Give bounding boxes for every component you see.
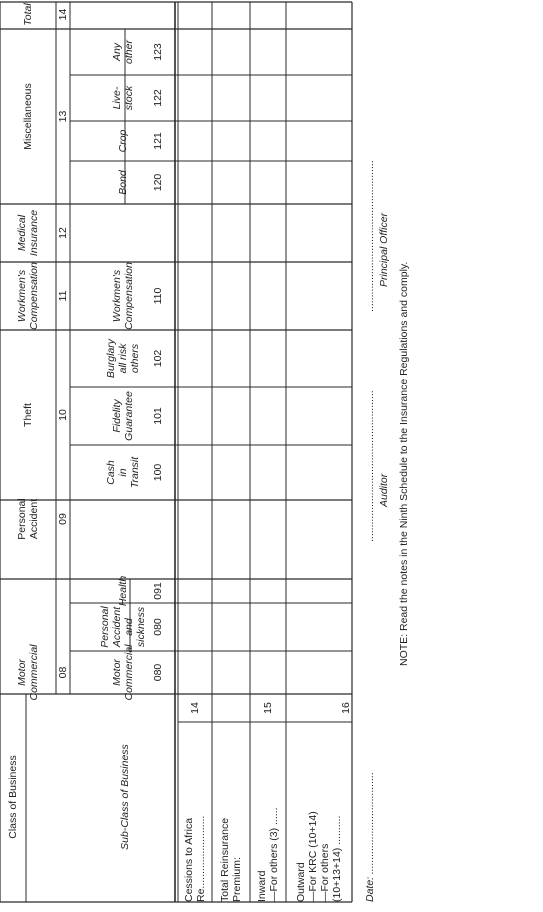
date-field: Date: ................................... xyxy=(364,771,376,902)
group-miscellaneous: Miscellaneous xyxy=(22,83,34,150)
group-medical-insurance: Medical Insurance xyxy=(16,209,40,257)
group-personal-accident: Personal Accident xyxy=(16,498,40,540)
group-workmens-compensation: Workmen's Compensation xyxy=(16,262,40,330)
subclass-code-110: 110 xyxy=(151,287,164,305)
code-13: 13 xyxy=(57,110,69,123)
subclass-burglary: Burglary all risk others xyxy=(104,338,141,379)
code-12: 12 xyxy=(57,227,69,239)
subclass-health: Health xyxy=(116,575,129,607)
subclass-code-080b: 080 xyxy=(151,618,164,636)
row-num-15: 15 xyxy=(262,702,274,714)
code-09: 09 xyxy=(57,513,69,525)
group-theft: Theft xyxy=(22,403,34,427)
principal-officer-label: Principal Officer xyxy=(378,212,390,287)
subclass-personal-accident-sickness: Personal Accident and sickness xyxy=(98,606,147,648)
subclass-crop: Crop xyxy=(116,129,129,153)
row-num-16: 16 xyxy=(340,702,352,714)
subclass-workmens-compensation: Workmen's Compensation xyxy=(110,262,135,330)
sub-class-of-business-header: Sub-Class of Business xyxy=(119,744,131,850)
group-motor-commercial: Motor Commercial xyxy=(16,644,40,701)
code-08: 08 xyxy=(57,666,69,679)
subclass-code-091: 091 xyxy=(151,582,164,600)
subclass-bond: Bond xyxy=(116,170,129,195)
row-label-cessions-africa-re: Cessions to Africa Re......................... xyxy=(183,815,207,902)
subclass-code-121: 121 xyxy=(151,132,164,150)
row-label-total-reinsurance: Total Reinsurance Premium: xyxy=(219,817,243,902)
note-text: NOTE: Read the notes in the Ninth Schedule to the Insurance Regulations and comply. xyxy=(398,261,410,666)
subclass-livestock: Live- stock xyxy=(110,85,135,111)
subclass-code-123: 123 xyxy=(151,43,164,61)
group-total: Total xyxy=(22,3,34,26)
row-label-inward: Inward —For others (3) ...... xyxy=(256,807,280,902)
subclass-code-102: 102 xyxy=(151,349,164,368)
subclass-code-122: 122 xyxy=(151,89,164,107)
class-of-business-header: Class of Business xyxy=(7,755,19,839)
subclass-fidelity-guarantee: Fidelity Guarantee xyxy=(110,391,135,441)
subclass-code-080a: 080 xyxy=(151,663,164,682)
auditor-signature-line: .................................................... xyxy=(364,390,376,542)
subclass-cash-in-transit: Cash in Transit xyxy=(104,456,141,489)
row-label-outward: Outward —For KRC (10+14) —For others (10+13+14) .......... xyxy=(295,811,343,902)
code-10: 10 xyxy=(57,409,69,421)
subclass-code-101: 101 xyxy=(151,407,164,425)
subclass-code-100: 100 xyxy=(151,463,164,482)
principal-officer-signature-line: .................................................... xyxy=(364,160,376,312)
subclass-code-120: 120 xyxy=(151,173,164,192)
row-num-14: 14 xyxy=(189,702,201,714)
auditor-label: Auditor xyxy=(378,473,390,507)
subclass-motor-commercial: Motor Commercial xyxy=(110,644,135,701)
code-11: 11 xyxy=(57,290,69,302)
subclass-any-other: Any other xyxy=(110,40,135,64)
code-14: 14 xyxy=(57,8,69,21)
